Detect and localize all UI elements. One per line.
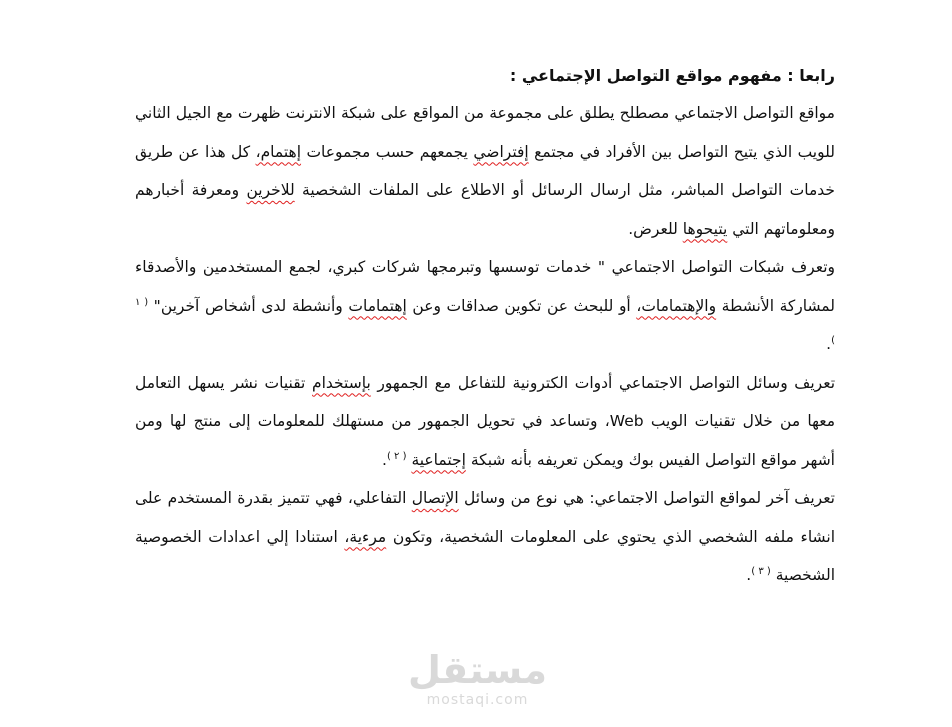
paragraph-2 <box>135 248 835 364</box>
watermark-latin: mostaqi.com <box>426 692 529 708</box>
misspelled-word: إفتراضي <box>473 142 529 161</box>
section-heading: رابعا : مفهوم مواقع التواصل الإجتماعي : <box>509 66 835 85</box>
paragraph-3 <box>135 364 835 480</box>
text-run: يجمعهم حسب مجموعات <box>301 142 474 161</box>
text-run: تقنيات نشر يسهل التعامل معها من خلال تقنيات الويب Web، وتساعد في تحويل الجمهور من مستهلك للمعلومات إلى منتج لها ومن أشهر مواقع التواصل الفيس بوك ويمكن تعريفه بأنه شبكة <box>135 373 836 469</box>
footnote-marker: ( ٢ ) <box>386 450 407 462</box>
misspelled-word: مرءية، <box>344 527 387 546</box>
text-run: ومعرفة أخبارهم ومعلوماتهم التي <box>135 181 835 238</box>
document-page <box>135 58 835 595</box>
text-run: وأنشطة لدى أشخاص آخرين" <box>148 296 349 315</box>
misspelled-word: إجتماعية <box>411 450 466 469</box>
misspelled-word: والإهتمامات، <box>636 296 717 315</box>
text-run: استنادا إلي اعدادات الخصوصية الشخصية <box>135 527 835 584</box>
watermark-arabic: مستقل <box>408 648 547 692</box>
text-run: كل هذا عن طريق خدمات التواصل المباشر، مثل ارسال الرسائل أو الاطلاع على الملفات الشخصية <box>135 142 835 199</box>
misspelled-word: الإتصال <box>411 489 459 507</box>
text-run: تعريف آخر لمواقع التواصل الاجتماعي: هي نوع من وسائل <box>458 489 835 507</box>
footnote-marker: ( ٣ ) <box>751 565 771 577</box>
paragraph-1 <box>135 94 835 248</box>
misspelled-word: بإستخدام <box>312 373 371 392</box>
text-run: . <box>826 335 832 353</box>
text-run: للعرض. <box>628 219 683 238</box>
misspelled-word: للاخرين <box>246 181 295 199</box>
misspelled-word: يتيحوها <box>682 219 728 238</box>
footnote-marker: ( ١ ) <box>135 296 835 346</box>
document-body <box>135 94 835 595</box>
misspelled-word: إهتمامات <box>348 296 407 315</box>
text-run: . <box>746 566 752 584</box>
mostaql-watermark <box>405 648 550 708</box>
text-run: أو للبحث عن تكوين صداقات وعن <box>406 296 637 315</box>
text-run: . <box>382 450 387 469</box>
text-run: تعريف وسائل التواصل الاجتماعي أدوات الكترونية للتفاعل مع الجمهور <box>370 373 836 392</box>
text-run: التفاعلي، فهي تتميز بقدرة المستخدم على انشاء ملفه الشخصي الذي يحتوي على المعلومات الشخصية، وتكون <box>135 489 835 546</box>
text-run: وتعرف شبكات التواصل الاجتماعي " خدمات توسسها وتبرمجها شركات كبري، لجمع المستخدمين والأصدقاء لمشاركة الأنشطة <box>135 258 835 315</box>
misspelled-word: إهتمام، <box>255 142 302 161</box>
text-run: مواقع التواصل الاجتماعي مصطلح يطلق على مجموعة من المواقع على شبكة الانترنت ظهرت مع الجيل الثاني للويب الذي يتيح التواصل بين الأفراد في مجتمع <box>135 104 835 161</box>
paragraph-4 <box>135 479 835 595</box>
